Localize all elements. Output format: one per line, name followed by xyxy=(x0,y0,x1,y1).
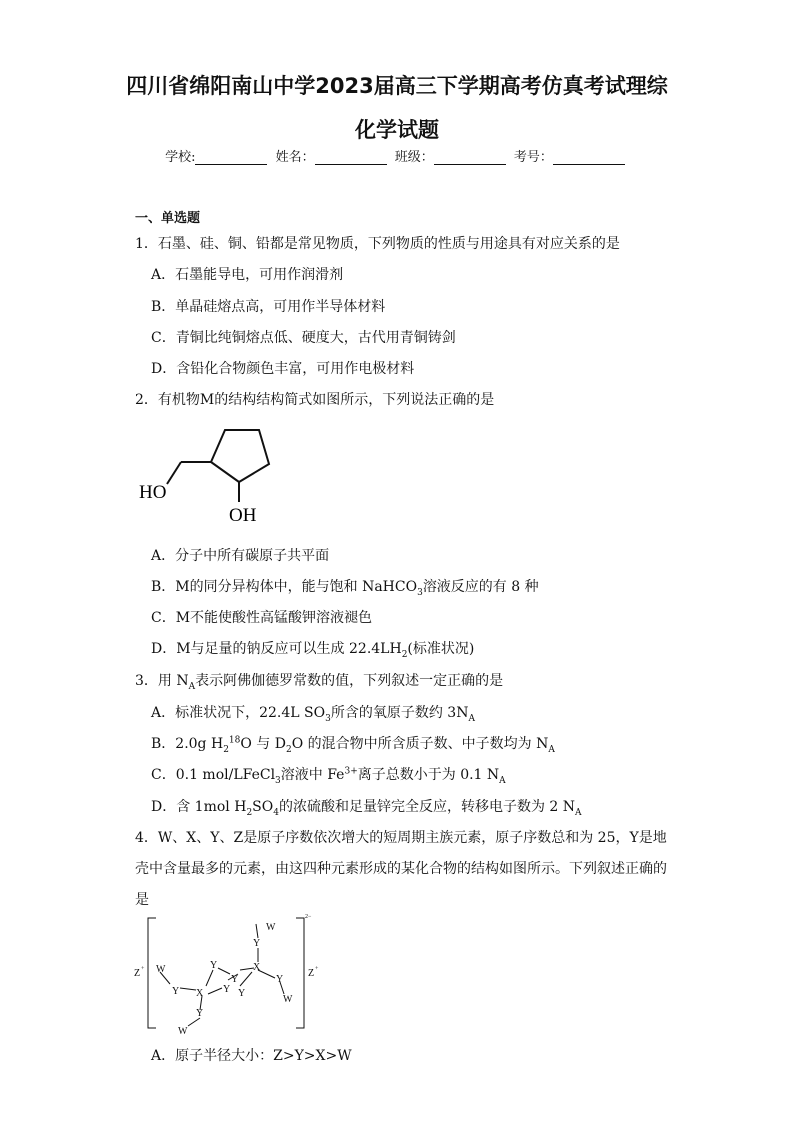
q3-stem: 3．用 $N_A$表示阿佛伽德罗常数的值，下列叙述一定正确的是 xyxy=(135,673,504,692)
class-blank xyxy=(434,151,506,165)
q4-stem-line2: 壳中含量最多的元素，由这四种元素形成的某化合物的结构如图所示。下列叙述正确的 xyxy=(135,861,667,877)
q4-z-left: Z xyxy=(134,968,141,979)
q1-option-a: A．石墨能导电，可用作润滑剂 xyxy=(151,267,344,283)
q4-option-a: A．原子半径大小：Z>Y>X>W xyxy=(151,1048,352,1064)
q2-option-c: C．M不能使酸性高锰酸钾溶液褪色 xyxy=(151,610,373,626)
q4-w-top: W xyxy=(266,922,276,933)
q2-oh-label: OH xyxy=(229,505,257,526)
q4-y-top: Y xyxy=(253,938,261,949)
exam-title-line1: 四川省绵阳南山中学2023届高三下学期高考仿真考试理综 xyxy=(126,74,668,98)
exam-no-blank xyxy=(553,151,625,165)
q2-ho-label: HO xyxy=(139,482,167,503)
q4-w-right: W xyxy=(283,994,293,1005)
q1-stem: 1．石墨、硅、铜、铅都是常见物质，下列物质的性质与用途具有对应关系的是 xyxy=(135,236,620,252)
q2-option-b: B．M的同分异构体中，能与饱和 NaHCO$_3$溶液反应的有 8 种 xyxy=(151,579,539,598)
q2-structure-figure xyxy=(135,420,285,530)
school-label: 学校: xyxy=(165,150,196,165)
q4-w-left: W xyxy=(156,964,166,975)
section-title: 一、单选题 xyxy=(135,211,201,226)
q4-w-bottom: W xyxy=(178,1026,188,1037)
q3-option-c: C．0.1 mol/LFeCl$_3$溶液中 $Fe^{3+}$离子总数小于为 0.1 $N_A$ xyxy=(151,766,506,786)
q2-stem: 2．有机物M的结构结构简式如图所示，下列说法正确的是 xyxy=(135,392,495,408)
q4-y-upper: Y xyxy=(210,960,218,971)
q4-stem-line1: 4．W、X、Y、Z是原子序数依次增大的短周期主族元素，原子序数总和为 25，Y是地 xyxy=(135,830,667,846)
q4-y-right: Y xyxy=(276,974,284,985)
q3-option-b: B．2.0g $H_2^{18}O$ 与 $D_2O$ 的混合物中所含质子数、中子数均为 $N_A$ xyxy=(151,735,555,755)
name-label: 姓名： xyxy=(275,150,315,165)
q4-z-right-charge: + xyxy=(315,966,319,972)
student-info-row xyxy=(0,146,794,165)
q3-option-d: D．含 1mol $H_2SO_4$的浓硫酸和足量锌完全反应，转移电子数为 2 $N_A$ xyxy=(151,799,582,818)
q4-y-lower: Y xyxy=(223,984,231,995)
q2-option-a: A．分子中所有碳原子共平面 xyxy=(151,548,330,564)
q3-option-a: A．标准状况下，22.4L $SO_3$所含的氧原子数约 $3N_A$ xyxy=(151,705,475,724)
q1-option-c: C．青铜比纯铜熔点低、硬度大，古代用青铜铸剑 xyxy=(151,330,456,346)
q4-y-middle: Y xyxy=(231,974,239,985)
q4-y-left: Y xyxy=(172,986,180,997)
q4-y-bridge: Y xyxy=(238,988,246,999)
class-label: 班级： xyxy=(394,150,434,165)
q4-bracket-charge: 2− xyxy=(305,914,312,920)
q4-stem-line3: 是 xyxy=(135,892,149,908)
q4-y-bottom: Y xyxy=(196,1008,204,1019)
q2-option-d: D．M与足量的钠反应可以生成 $22.4LH_2$(标准状况) xyxy=(151,641,475,660)
q1-option-b: B．单晶硅熔点高，可用作半导体材料 xyxy=(151,299,386,315)
exam-no-label: 考号： xyxy=(513,150,553,165)
school-blank xyxy=(195,151,267,165)
q1-option-d: D．含铅化合物颜色丰富，可用作电极材料 xyxy=(151,361,415,377)
q4-z-left-charge: + xyxy=(141,966,145,972)
q4-x-right: X xyxy=(253,962,261,973)
exam-title-line2: 化学试题 xyxy=(355,118,439,142)
q4-x-left: X xyxy=(196,988,204,999)
name-blank xyxy=(315,151,387,165)
q4-structure-figure xyxy=(128,910,328,1040)
q4-z-right: Z xyxy=(308,968,315,979)
